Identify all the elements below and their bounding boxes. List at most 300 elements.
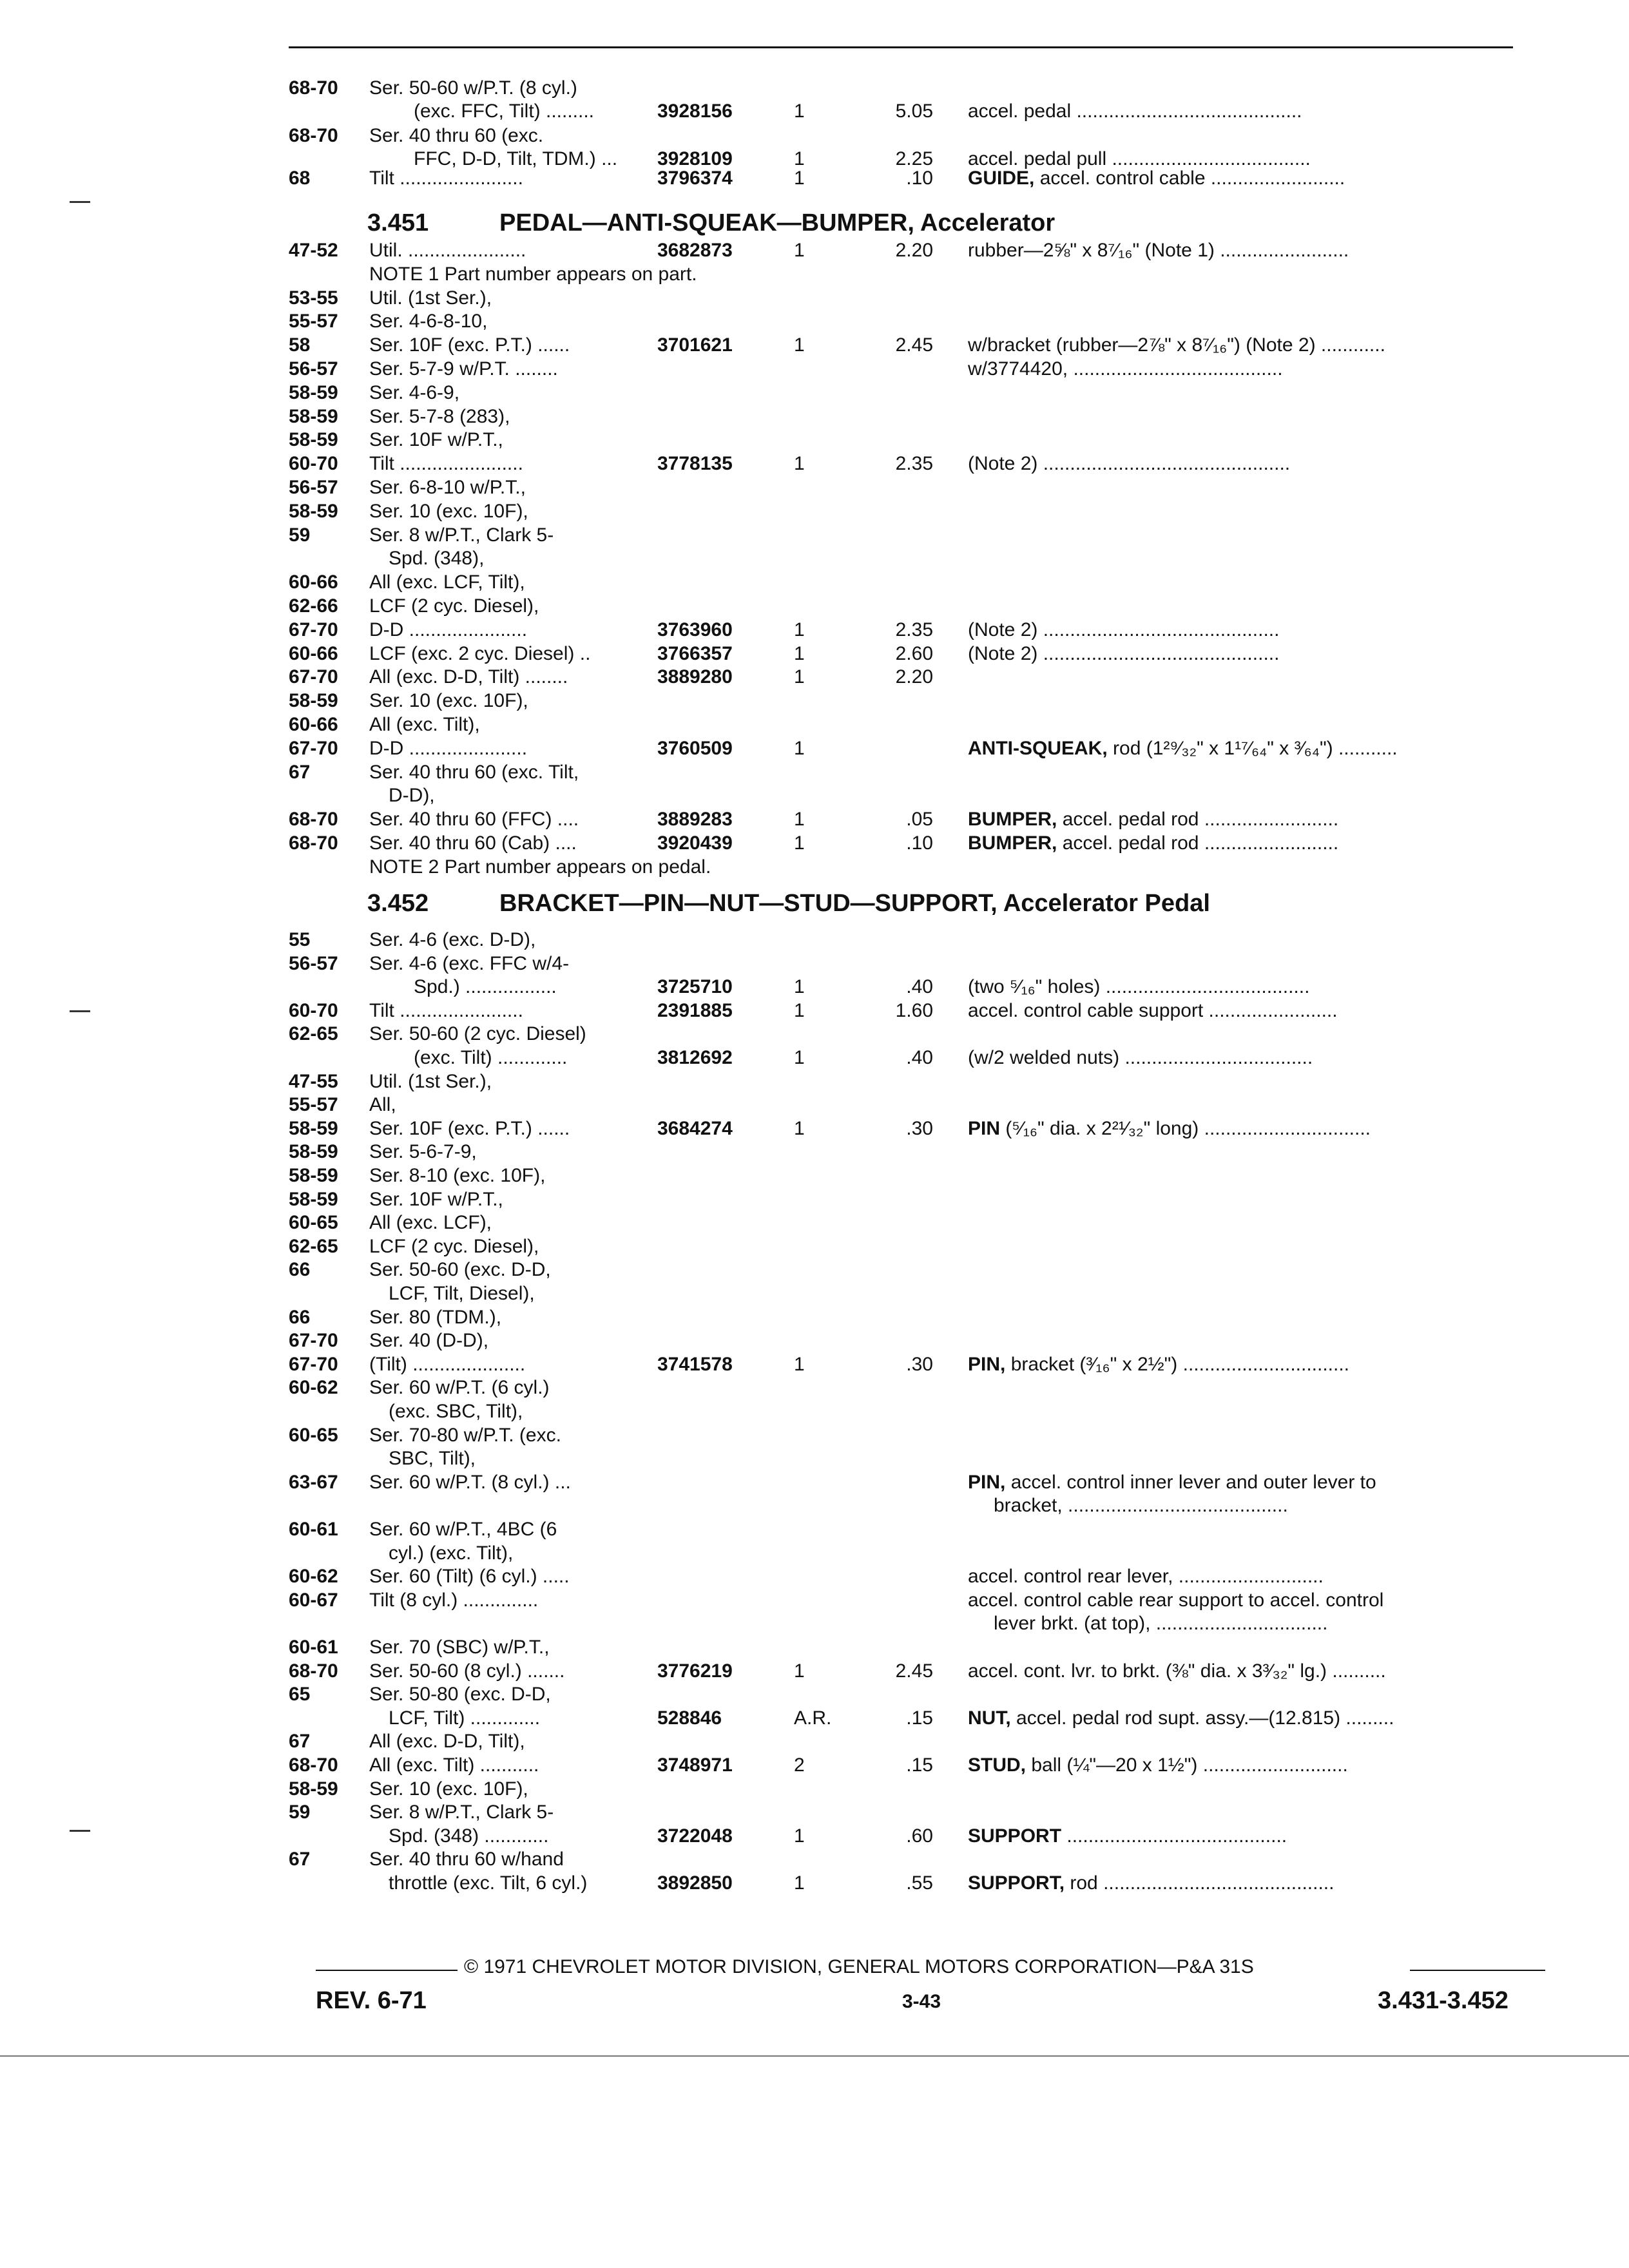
year-range: 60-61	[289, 1637, 338, 1658]
description-text: accel. control cable rear support to accel. control	[968, 1589, 1384, 1611]
year-range: 55-57	[289, 1094, 338, 1116]
part-description	[968, 1871, 1334, 1896]
revision-label: REV. 6-71	[316, 1987, 427, 2014]
model-application: All (exc. LCF, Tilt),	[369, 572, 525, 593]
model-application: Util. (1st Ser.),	[369, 1070, 492, 1092]
section-heading	[0, 207, 1629, 238]
year-range: 66	[289, 1259, 311, 1281]
year-range: 68-70	[289, 1660, 338, 1682]
part-name: BUMPER,	[968, 809, 1057, 831]
description-text: (⁵⁄₁₆" dia. x 2²¹⁄₃₂" long) ...............................	[1005, 1117, 1371, 1139]
margin-mark	[70, 201, 90, 203]
part-number: 3889283	[657, 809, 733, 831]
year-range: 53-55	[289, 287, 338, 309]
description-text: ball (¼"—20 x 1½") ...........................	[1031, 1754, 1348, 1776]
catalog-row	[0, 238, 1629, 264]
catalog-row	[0, 262, 1629, 288]
catalog-row	[0, 928, 1629, 954]
year-range: 60-65	[289, 1424, 338, 1446]
model-application: Ser. 50-60 (8 cyl.) .......	[369, 1660, 565, 1682]
part-number: 2391885	[657, 999, 733, 1021]
model-application: Ser. 5-6-7-9,	[369, 1141, 477, 1163]
catalog-row	[0, 333, 1629, 359]
model-application: Ser. 5-7-9 w/P.T. ........	[369, 358, 558, 380]
catalog-row	[0, 499, 1629, 525]
model-application: Ser. 60 w/P.T. (8 cyl.) ...	[369, 1471, 571, 1493]
catalog-row	[0, 665, 1629, 691]
list-price: .40	[906, 1047, 933, 1068]
catalog-row	[0, 309, 1629, 335]
part-description	[968, 831, 1338, 856]
part-name: PIN	[968, 1117, 1001, 1139]
year-range: 60-61	[289, 1519, 338, 1540]
part-number: 3812692	[657, 1047, 733, 1068]
model-application: D-D),	[389, 785, 435, 807]
part-description	[968, 1753, 1348, 1778]
list-price: .40	[906, 976, 933, 998]
catalog-row	[0, 428, 1629, 454]
part-description	[968, 238, 1349, 263]
part-description	[968, 1470, 1376, 1495]
part-number: 3682873	[657, 240, 733, 261]
part-description	[968, 1117, 1371, 1141]
description-text: .........................................	[1066, 1825, 1287, 1847]
catalog-row	[0, 1305, 1629, 1331]
description-text: rod ...........................................	[1070, 1872, 1335, 1894]
part-number: 3722048	[657, 1825, 733, 1847]
catalog-row	[0, 736, 1629, 762]
part-description	[968, 1046, 1313, 1070]
list-price: 2.35	[895, 453, 933, 475]
model-application: All (exc. D-D, Tilt),	[369, 1731, 525, 1753]
part-description	[968, 807, 1338, 832]
model-application: All (exc. D-D, Tilt) ........	[369, 666, 568, 688]
catalog-row	[0, 1824, 1629, 1850]
quantity: 1	[794, 666, 805, 688]
model-application: FFC, D-D, Tilt, TDM.) ...	[414, 148, 618, 169]
year-range: 47-55	[289, 1070, 338, 1092]
model-application: Ser. 50-60 w/P.T. (8 cyl.)	[369, 77, 577, 99]
year-range: 67-70	[289, 666, 338, 688]
page-number: 3-43	[902, 1991, 941, 2012]
model-application: All (exc. Tilt) ...........	[369, 1754, 539, 1776]
catalog-row	[0, 1423, 1629, 1449]
year-range: 68-70	[289, 1754, 338, 1776]
catalog-row	[0, 523, 1629, 549]
model-application: Tilt .......................	[369, 999, 523, 1021]
model-application: (Tilt) .....................	[369, 1353, 526, 1375]
part-description	[968, 999, 1338, 1023]
catalog-row	[0, 1352, 1629, 1378]
catalog-row	[0, 381, 1629, 407]
catalog-row	[0, 1282, 1629, 1307]
description-text: accel. cont. lvr. to brkt. (⅜" dia. x 3³⁄₃₂" lg.) ..........	[968, 1660, 1386, 1682]
model-application: Ser. 4-6-8-10,	[369, 311, 488, 332]
list-price: .10	[906, 168, 933, 189]
list-price: 2.20	[895, 666, 933, 688]
catalog-row	[0, 1376, 1629, 1401]
year-range: 67-70	[289, 619, 338, 640]
part-name: NUT,	[968, 1707, 1011, 1729]
catalog-row	[0, 975, 1629, 1001]
part-description	[968, 1352, 1349, 1377]
part-number: 3778135	[657, 453, 733, 475]
year-range: 58-59	[289, 405, 338, 427]
quantity: 2	[794, 1754, 805, 1776]
list-price: .60	[906, 1825, 933, 1847]
catalog-row	[0, 1470, 1629, 1496]
catalog-row	[0, 76, 1629, 102]
part-description	[968, 1706, 1394, 1731]
section-heading	[0, 888, 1629, 919]
catalog-row	[0, 357, 1629, 383]
model-application: throttle (exc. Tilt, 6 cyl.)	[389, 1872, 588, 1894]
year-range: 60-62	[289, 1377, 338, 1399]
copyright-line: © 1971 CHEVROLET MOTOR DIVISION, GENERAL MOTORS CORPORATION—P&A 31S	[464, 1956, 1254, 1977]
description-text: accel. pedal ..........................................	[968, 101, 1302, 122]
model-application: Ser. 10F w/P.T.,	[369, 429, 503, 451]
description-text: w/bracket (rubber—2⅞" x 8⁷⁄₁₆") (Note 2) ............	[968, 334, 1385, 356]
year-range: 59	[289, 1802, 311, 1823]
quantity: 1	[794, 168, 805, 189]
quantity: 1	[794, 1117, 805, 1139]
part-name: ANTI-SQUEAK,	[968, 737, 1108, 759]
catalog-row	[0, 1753, 1629, 1779]
catalog-row	[0, 999, 1629, 1024]
description-text: (Note 2) ............................................	[968, 642, 1280, 664]
description-text: accel. control cable .........................	[1039, 168, 1345, 189]
year-range: 60-70	[289, 999, 338, 1021]
catalog-row	[0, 1022, 1629, 1048]
year-range: 60-66	[289, 714, 338, 735]
list-price: .05	[906, 809, 933, 831]
model-application: All,	[369, 1094, 396, 1116]
catalog-row	[0, 689, 1629, 715]
model-application: Tilt (8 cyl.) ..............	[369, 1589, 539, 1611]
year-range: 55-57	[289, 311, 338, 332]
list-price: 2.60	[895, 642, 933, 664]
catalog-row	[0, 286, 1629, 312]
footer-rule-left	[316, 1970, 458, 1971]
model-application: Ser. 10 (exc. 10F),	[369, 500, 528, 522]
catalog-row	[0, 1777, 1629, 1803]
year-range: 60-70	[289, 453, 338, 475]
year-range: 68-70	[289, 809, 338, 831]
year-range: 67	[289, 1849, 311, 1870]
model-application: Ser. 8-10 (exc. 10F),	[369, 1165, 546, 1186]
model-application: (exc. FFC, Tilt) .........	[414, 101, 595, 122]
part-number: 3766357	[657, 642, 733, 664]
catalog-row	[0, 855, 1629, 881]
model-application: All (exc. LCF),	[369, 1212, 492, 1234]
catalog-row	[0, 831, 1629, 857]
quantity: 1	[794, 334, 805, 356]
part-description	[968, 1824, 1287, 1849]
year-range: 66	[289, 1306, 311, 1328]
quantity: 1	[794, 1872, 805, 1894]
catalog-row	[0, 1611, 1629, 1637]
part-name: SUPPORT	[968, 1825, 1062, 1847]
model-application: Ser. 40 thru 60 (exc.	[369, 125, 544, 146]
model-application: Ser. 80 (TDM.),	[369, 1306, 502, 1328]
description-text: rubber—2⅝" x 8⁷⁄₁₆" (Note 1) ........................	[968, 240, 1349, 261]
part-description	[968, 166, 1345, 191]
part-name: SUPPORT,	[968, 1872, 1065, 1894]
section-number: 3.451	[367, 209, 429, 236]
year-range: 60-66	[289, 642, 338, 664]
description-text: (two ⁵⁄₁₆" holes) ......................................	[968, 976, 1310, 998]
catalog-row	[0, 476, 1629, 501]
part-name: PIN,	[968, 1471, 1006, 1493]
model-application: NOTE 2 Part number appears on pedal.	[369, 856, 711, 878]
catalog-row	[0, 1187, 1629, 1213]
model-application: (exc. SBC, Tilt),	[389, 1401, 523, 1422]
section-title: PEDAL—ANTI-SQUEAK—BUMPER, Accelerator	[499, 209, 1055, 236]
part-description	[968, 1564, 1324, 1589]
description-text: accel. pedal rod .........................	[1062, 809, 1339, 831]
catalog-row	[0, 1541, 1629, 1567]
year-range: 58-59	[289, 500, 338, 522]
description-continuation: bracket, .........................................	[994, 1495, 1288, 1517]
part-number: 3796374	[657, 168, 733, 189]
year-range: 65	[289, 1684, 311, 1706]
catalog-row	[0, 166, 1629, 192]
footer-rule-right	[1410, 1970, 1545, 1971]
description-text: rod (1²⁹⁄₃₂" x 1¹⁷⁄₆₄" x ³⁄₆₄") ...........	[1113, 737, 1398, 759]
description-text: (w/2 welded nuts) ...................................	[968, 1047, 1313, 1068]
year-range: 58-59	[289, 690, 338, 712]
catalog-row	[0, 1046, 1629, 1072]
model-application: Ser. 50-60 (exc. D-D,	[369, 1259, 551, 1281]
catalog-row	[0, 1706, 1629, 1732]
year-range: 67-70	[289, 1353, 338, 1375]
part-description	[968, 642, 1279, 666]
model-application: Util. ......................	[369, 240, 526, 261]
model-application: cyl.) (exc. Tilt),	[389, 1542, 514, 1564]
model-application: Ser. 8 w/P.T., Clark 5-	[369, 524, 554, 546]
model-application: Ser. 50-80 (exc. D-D,	[369, 1684, 551, 1706]
description-text: accel. control rear lever, ...........................	[968, 1566, 1324, 1588]
catalog-row	[0, 1659, 1629, 1685]
catalog-row	[0, 1211, 1629, 1236]
quantity: 1	[794, 976, 805, 998]
part-number: 3776219	[657, 1660, 733, 1682]
catalog-row	[0, 1070, 1629, 1095]
model-application: Ser. 10 (exc. 10F),	[369, 1778, 528, 1800]
year-range: 59	[289, 524, 311, 546]
year-range: 60-65	[289, 1212, 338, 1234]
model-application: Spd. (348) ............	[389, 1825, 549, 1847]
part-name: BUMPER,	[968, 832, 1057, 854]
part-number: 3748971	[657, 1754, 733, 1776]
model-application: LCF, Tilt) .............	[389, 1707, 541, 1729]
model-application: SBC, Tilt),	[389, 1448, 476, 1470]
catalog-row	[0, 1517, 1629, 1543]
list-price: 2.45	[895, 1660, 933, 1682]
part-number: 528846	[657, 1707, 722, 1729]
header-rule	[289, 46, 1513, 48]
catalog-row	[0, 1093, 1629, 1119]
model-application: Ser. 40 (D-D),	[369, 1330, 489, 1352]
quantity: 1	[794, 148, 805, 169]
quantity: A.R.	[794, 1707, 832, 1729]
part-description	[968, 1659, 1386, 1684]
model-application: Ser. 40 thru 60 (Cab) ....	[369, 832, 577, 854]
model-application: Ser. 6-8-10 w/P.T.,	[369, 477, 526, 498]
model-application: Ser. 4-6-9,	[369, 381, 460, 403]
model-application: LCF, Tilt, Diesel),	[389, 1283, 535, 1304]
quantity: 1	[794, 453, 805, 475]
catalog-row	[0, 760, 1629, 786]
list-price: 2.35	[895, 619, 933, 640]
list-price: .30	[906, 1353, 933, 1375]
part-number: 3701621	[657, 334, 733, 356]
catalog-row	[0, 1329, 1629, 1354]
list-price: .55	[906, 1872, 933, 1894]
model-application: LCF (2 cyc. Diesel),	[369, 1235, 539, 1257]
quantity: 1	[794, 1047, 805, 1068]
description-text: accel. pedal rod .........................	[1062, 832, 1339, 854]
part-description	[968, 618, 1279, 642]
model-application: Ser. 60 w/P.T., 4BC (6	[369, 1519, 557, 1540]
model-application: Ser. 40 thru 60 (FFC) ....	[369, 809, 579, 831]
section-range: 3.431-3.452	[1378, 1987, 1509, 2014]
part-description	[968, 452, 1290, 476]
description-text: (Note 2) ..............................................	[968, 453, 1291, 475]
model-application: LCF (exc. 2 cyc. Diesel) ..	[369, 642, 591, 664]
section-title: BRACKET—PIN—NUT—STUD—SUPPORT, Accelerator Pedal	[499, 890, 1210, 917]
catalog-row	[0, 1446, 1629, 1472]
catalog-row	[0, 1564, 1629, 1590]
quantity: 1	[794, 1825, 805, 1847]
year-range: 58	[289, 334, 311, 356]
year-range: 47-52	[289, 240, 338, 261]
year-range: 58-59	[289, 381, 338, 403]
description-text: accel. pedal rod supt. assy.—(12.815) .........	[1016, 1707, 1394, 1729]
year-range: 58-59	[289, 1165, 338, 1186]
part-description	[968, 1588, 1383, 1613]
quantity: 1	[794, 737, 805, 759]
catalog-row	[0, 1635, 1629, 1661]
list-price: 2.25	[895, 148, 933, 169]
model-application: Util. (1st Ser.),	[369, 287, 492, 309]
model-application: Ser. 4-6 (exc. D-D),	[369, 929, 536, 950]
part-number: 3920439	[657, 832, 733, 854]
year-range: 63-67	[289, 1471, 338, 1493]
part-name: PIN,	[968, 1353, 1006, 1375]
catalog-row	[0, 1588, 1629, 1614]
year-range: 67	[289, 761, 311, 783]
part-name: STUD,	[968, 1754, 1026, 1776]
model-application: NOTE 1 Part number appears on part.	[369, 263, 697, 285]
part-description	[968, 357, 1283, 381]
model-application: D-D ......................	[369, 619, 528, 640]
catalog-row	[0, 1494, 1629, 1519]
catalog-row	[0, 1258, 1629, 1283]
quantity: 1	[794, 619, 805, 640]
year-range: 58-59	[289, 429, 338, 451]
model-application: Ser. 4-6 (exc. FFC w/4-	[369, 952, 570, 974]
model-application: Ser. 60 w/P.T. (6 cyl.)	[369, 1377, 550, 1399]
year-range: 55	[289, 929, 311, 950]
part-name: GUIDE,	[968, 168, 1035, 189]
description-text: bracket (³⁄₁₆" x 2½") ...............................	[1010, 1353, 1350, 1375]
model-application: Ser. 50-60 (2 cyc. Diesel)	[369, 1023, 586, 1045]
section-number: 3.452	[367, 890, 429, 917]
quantity: 1	[794, 999, 805, 1021]
catalog-row	[0, 405, 1629, 430]
bottom-rule	[0, 2055, 1629, 2057]
year-range: 68-70	[289, 77, 338, 99]
model-application: Ser. 70-80 w/P.T. (exc.	[369, 1424, 561, 1446]
quantity: 1	[794, 1660, 805, 1682]
catalog-row	[0, 594, 1629, 620]
model-application: Ser. 10 (exc. 10F),	[369, 690, 528, 712]
part-number: 3725710	[657, 976, 733, 998]
year-range: 67-70	[289, 1330, 338, 1352]
description-text: accel. control cable support ........................	[968, 999, 1338, 1021]
catalog-row	[0, 642, 1629, 668]
list-price: .10	[906, 832, 933, 854]
catalog-row	[0, 1140, 1629, 1166]
catalog-row	[0, 124, 1629, 149]
catalog-row	[0, 1847, 1629, 1873]
description-text: w/3774420, .......................................	[968, 358, 1283, 380]
catalog-row	[0, 1729, 1629, 1755]
catalog-row-continuation	[0, 99, 1629, 125]
catalog-row	[0, 1800, 1629, 1826]
list-price: .15	[906, 1707, 933, 1729]
part-number: 3889280	[657, 666, 733, 688]
list-price: 2.45	[895, 334, 933, 356]
catalog-row	[0, 1682, 1629, 1708]
description-text: (Note 2) ............................................	[968, 619, 1280, 640]
model-application: Ser. 40 thru 60 w/hand	[369, 1849, 564, 1870]
model-application: Ser. 8 w/P.T., Clark 5-	[369, 1802, 554, 1823]
catalog-row	[0, 1235, 1629, 1260]
part-number: 3763960	[657, 619, 733, 640]
part-description	[968, 736, 1398, 761]
model-application: LCF (2 cyc. Diesel),	[369, 595, 539, 617]
part-number: 3928156	[657, 101, 733, 122]
year-range: 56-57	[289, 358, 338, 380]
year-range: 56-57	[289, 477, 338, 498]
year-range: 68-70	[289, 125, 338, 146]
part-description	[968, 99, 1302, 124]
catalog-row	[0, 1117, 1629, 1142]
model-application: Ser. 10F (exc. P.T.) ......	[369, 334, 570, 356]
list-price: .15	[906, 1754, 933, 1776]
catalog-row	[0, 452, 1629, 477]
catalog-row	[0, 1164, 1629, 1189]
year-range: 62-66	[289, 595, 338, 617]
list-price: 1.60	[895, 999, 933, 1021]
catalog-row	[0, 618, 1629, 644]
quantity: 1	[794, 832, 805, 854]
quantity: 1	[794, 809, 805, 831]
model-application: All (exc. Tilt),	[369, 714, 480, 735]
model-application: Ser. 5-7-8 (283),	[369, 405, 510, 427]
model-application: Spd.) .................	[414, 976, 557, 998]
catalog-row	[0, 1399, 1629, 1425]
quantity: 1	[794, 642, 805, 664]
model-application: Ser. 70 (SBC) w/P.T.,	[369, 1637, 550, 1658]
year-range: 60-66	[289, 572, 338, 593]
catalog-row	[0, 952, 1629, 977]
year-range: 67-70	[289, 737, 338, 759]
year-range: 68	[289, 168, 311, 189]
part-description	[968, 975, 1309, 999]
